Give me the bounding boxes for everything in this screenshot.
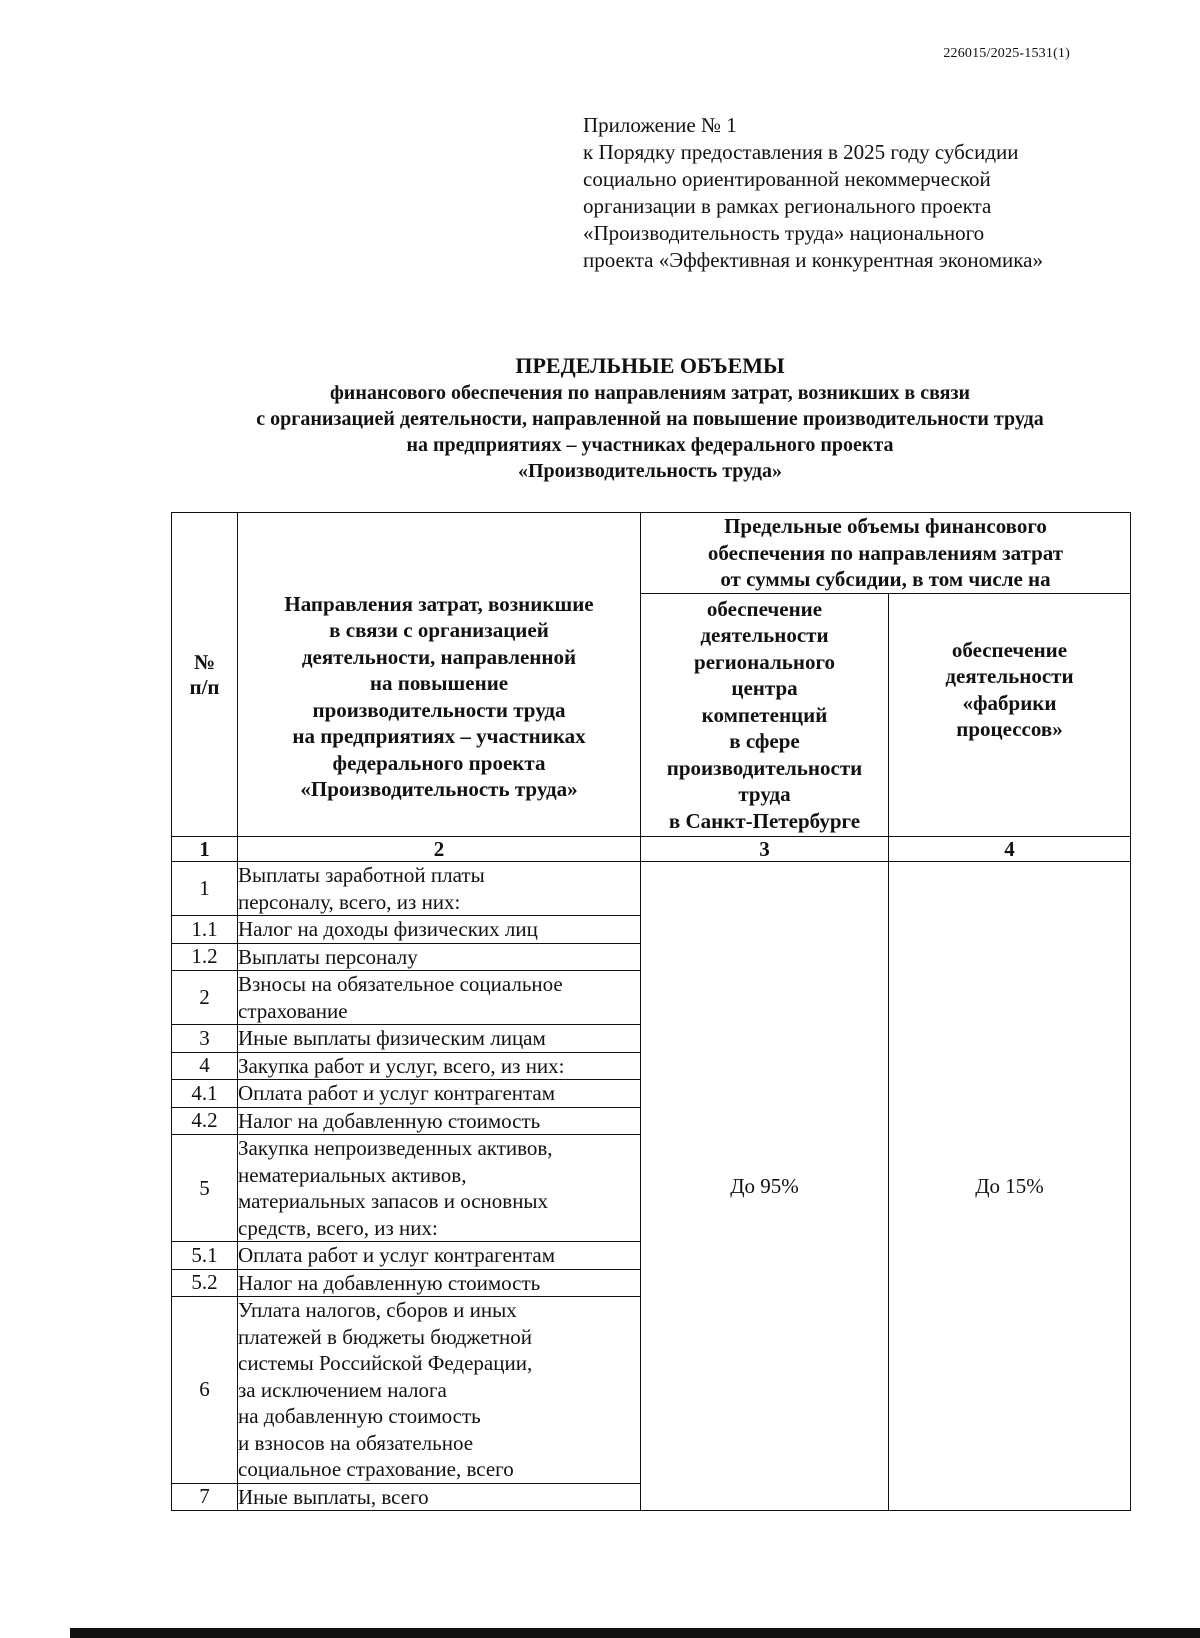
header-factory-line: процессов» — [956, 717, 1063, 742]
header-factory — [889, 593, 1131, 837]
appendix-line: «Производительность труда» национального — [583, 221, 985, 245]
row-direction-line: Налог на добавленную стоимость — [238, 1108, 541, 1133]
row-number: 1 — [172, 862, 238, 916]
header-factory-line: деятельности — [945, 664, 1074, 689]
header-center-line: в сфере — [729, 729, 800, 753]
appendix-line: проекта «Эффективная и конкурентная экономика» — [583, 248, 1043, 272]
header-directions — [238, 513, 641, 837]
column-number: 1 — [172, 837, 238, 862]
appendix-line: к Порядку предоставления в 2025 году субсидии — [583, 140, 1019, 164]
appendix-line: Приложение № 1 — [583, 113, 737, 137]
header-limits — [641, 513, 1131, 594]
appendix-line: организации в рамках регионального проекта — [583, 194, 992, 218]
row-direction — [238, 1269, 641, 1297]
row-direction — [238, 1107, 641, 1135]
row-direction-line: системы Российской Федерации, — [238, 1351, 533, 1375]
center-limit-value: До 95% — [641, 862, 889, 1511]
header-directions-line: на повышение — [369, 671, 509, 695]
factory-limit-value: До 15% — [889, 862, 1131, 1511]
title-main: ПРЕДЕЛЬНЫЕ ОБЪЕМЫ — [515, 353, 785, 378]
title-line: финансового обеспечения по направлениям затрат, возникших в связи — [329, 382, 971, 404]
header-center-line: производительности — [666, 755, 863, 780]
document-id: 226015/2025-1531(1) — [943, 46, 1070, 61]
row-direction — [238, 943, 641, 971]
limits-table — [171, 512, 1131, 1511]
row-number: 7 — [172, 1483, 238, 1511]
header-number-line: № — [193, 649, 216, 674]
row-number: 1.1 — [172, 916, 238, 944]
row-number: 5.2 — [172, 1269, 238, 1297]
header-limits-line: Предельные объемы финансового — [724, 514, 1047, 538]
header-limits-line: от суммы субсидии, в том числе на — [720, 567, 1051, 591]
title-line: «Производительность труда» — [517, 460, 783, 482]
row-number: 4.2 — [172, 1107, 238, 1135]
row-number: 5.1 — [172, 1242, 238, 1270]
header-center-line: регионального — [694, 649, 835, 674]
row-direction-line: Налог на добавленную стоимость — [238, 1270, 541, 1295]
row-direction-line: Закупка непроизведенных активов, — [238, 1136, 553, 1160]
header-number-line: п/п — [189, 674, 220, 699]
row-direction-line: социальное страхование, всего — [238, 1457, 514, 1481]
row-number: 6 — [172, 1297, 238, 1484]
row-number: 4 — [172, 1052, 238, 1080]
header-center-line: обеспечение — [706, 596, 823, 621]
header-directions-line: «Производительность труда» — [300, 777, 578, 801]
header-factory-line: обеспечение — [951, 637, 1068, 662]
title-line: с организацией деятельности, направленной на повышение производительности труда — [256, 408, 1044, 430]
header-center-line: компетенций — [701, 702, 828, 727]
row-direction-line: на добавленную стоимость — [238, 1404, 481, 1428]
column-numbers-row — [172, 837, 1131, 862]
header-factory-line: «фабрики — [962, 690, 1057, 715]
header-directions-line: деятельности, направленной — [301, 644, 577, 669]
header-center-line: центра — [731, 676, 798, 700]
header-directions-line: Направления затрат, возникшие — [284, 591, 594, 616]
row-direction-line: Выплаты заработной платы — [238, 863, 485, 887]
header-directions-line: федерального проекта — [332, 750, 546, 775]
appendix-line: социально ориентированной некоммерческой — [583, 167, 991, 191]
header-center-line: в Санкт-Петербурге — [668, 808, 861, 833]
row-direction-line: Оплата работ и услуг контрагентам — [238, 1081, 556, 1105]
row-direction-line: за исключением налога — [238, 1377, 447, 1402]
column-number: 2 — [238, 837, 641, 862]
table-row — [172, 862, 1131, 916]
row-direction — [238, 916, 641, 944]
row-direction-line: Выплаты персоналу — [238, 944, 418, 969]
header-directions-line: производительности труда — [312, 697, 566, 722]
row-direction — [238, 1297, 641, 1484]
header-limits-line: обеспечения по направлениям затрат — [707, 540, 1064, 565]
row-direction — [238, 1135, 641, 1242]
row-number: 1.2 — [172, 943, 238, 971]
column-number: 4 — [889, 837, 1131, 862]
document-title — [0, 352, 1200, 484]
row-direction — [238, 1483, 641, 1511]
row-number: 4.1 — [172, 1080, 238, 1108]
row-number: 2 — [172, 971, 238, 1025]
row-direction — [238, 1242, 641, 1270]
row-direction-line: и взносов на обязательное — [238, 1430, 474, 1455]
header-center-line: деятельности — [700, 623, 829, 647]
header-number — [172, 513, 238, 837]
row-direction-line: платежей в бюджеты бюджетной — [238, 1324, 532, 1349]
row-direction-line: Налог на доходы физических лиц — [238, 917, 538, 941]
appendix-note — [583, 112, 1143, 274]
row-direction-line: персоналу, всего, из них: — [238, 889, 461, 914]
row-direction — [238, 862, 641, 916]
row-number: 3 — [172, 1025, 238, 1053]
column-number: 3 — [641, 837, 889, 862]
scan-edge-bar — [70, 1628, 1200, 1638]
row-direction-line: Оплата работ и услуг контрагентам — [238, 1243, 556, 1267]
row-direction-line: Иные выплаты физическим лицам — [238, 1026, 546, 1050]
header-directions-line: в связи с организацией — [329, 618, 549, 642]
row-direction-line: материальных запасов и основных — [238, 1189, 549, 1213]
row-direction-line: нематериальных активов, — [238, 1162, 467, 1187]
header-center-line: труда — [738, 782, 791, 806]
row-direction — [238, 1080, 641, 1108]
row-direction — [238, 971, 641, 1025]
header-center — [641, 593, 889, 837]
row-direction-line: Уплата налогов, сборов и иных — [238, 1298, 517, 1322]
row-direction-line: Иные выплаты, всего — [238, 1484, 429, 1509]
row-number: 5 — [172, 1135, 238, 1242]
row-direction — [238, 1052, 641, 1080]
title-line: на предприятиях – участниках федерального проекта — [406, 434, 894, 456]
row-direction-line: Взносы на обязательное социальное — [238, 972, 563, 996]
row-direction-line: Закупка работ и услуг, всего, из них: — [238, 1053, 565, 1078]
row-direction — [238, 1025, 641, 1053]
row-direction-line: страхование — [238, 998, 348, 1023]
header-directions-line: на предприятиях – участниках — [292, 724, 586, 748]
row-direction-line: средств, всего, из них: — [238, 1215, 438, 1240]
